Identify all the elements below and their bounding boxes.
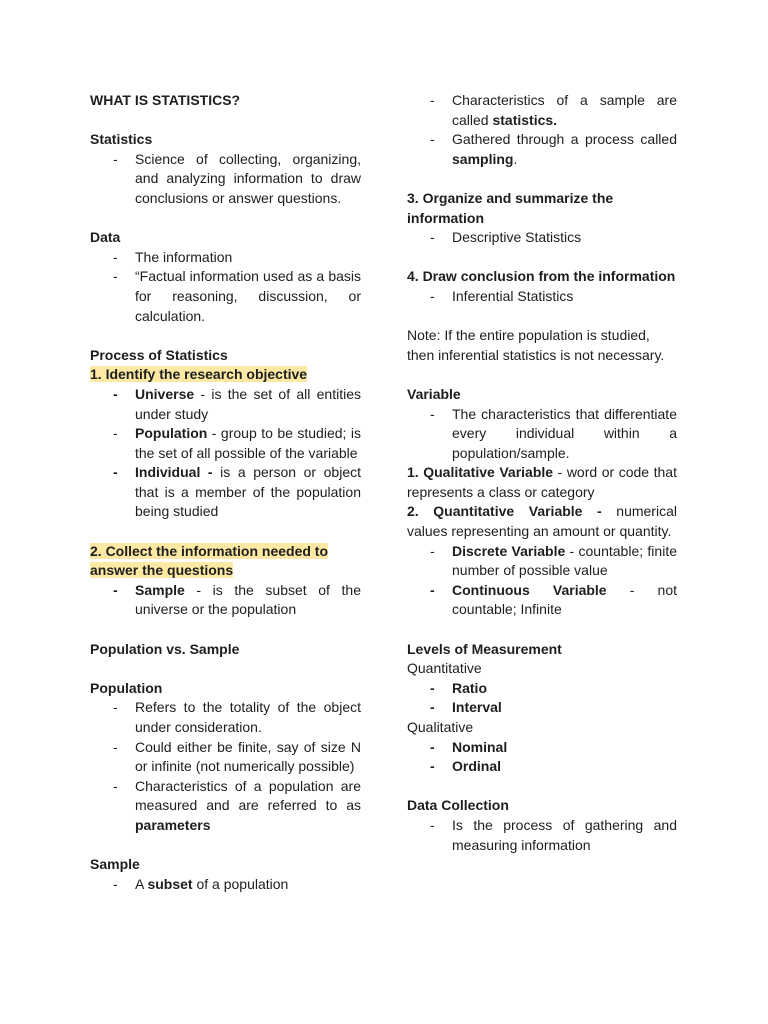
spacer [407, 169, 677, 189]
bullet-dash: - [113, 875, 118, 892]
data-collection-item [407, 816, 677, 855]
sample-item-text: Gathered through a process called [452, 131, 677, 148]
spacer [90, 522, 361, 542]
population-term: Population [135, 425, 208, 442]
spacer [407, 248, 677, 268]
universe-item [90, 385, 361, 424]
step3-item [407, 228, 677, 248]
statistics-heading: Statistics [90, 131, 153, 148]
step4-item-text: Inferential Statistics [452, 287, 574, 304]
individual-definition: is a person or object that is a member of the population being studied [135, 464, 362, 520]
bullet-dash: - [430, 92, 435, 108]
spacer [90, 659, 361, 679]
bullet-dash: - [113, 150, 118, 167]
data-collection-definition: Is the process of gathering and measuring information [452, 816, 677, 853]
bullet-dash: - [430, 816, 435, 833]
qualitative-variable-definition: - word or code that represents a class or category [407, 464, 677, 500]
spacer [407, 365, 677, 385]
step3-heading: 3. Organize and summarize the information [407, 189, 614, 226]
sample-definition: - is the subset of the universe or the population [135, 581, 361, 618]
population-list-item [90, 698, 361, 737]
spacer [90, 111, 361, 131]
step3-item-text: Descriptive Statistics [452, 229, 582, 246]
population-list-item [90, 777, 361, 836]
spacer [90, 836, 361, 856]
bullet-dash: - [430, 738, 435, 755]
levels-heading: Levels of Measurement [407, 640, 562, 657]
population-vs-sample-heading: Population vs. Sample [90, 640, 240, 657]
bullet-dash: - [113, 268, 118, 285]
sample-list-item [407, 130, 677, 169]
bullet-dash: - [113, 738, 118, 755]
step2-highlight: 2. Collect the information needed to answer the questions [90, 542, 329, 579]
bullet-dash: - [113, 425, 118, 442]
step1-highlight: 1. Identify the research objective [90, 366, 308, 383]
right-column [407, 91, 677, 855]
subset-term: subset [147, 875, 193, 892]
bullet-dash: - [430, 131, 435, 148]
bullet-dash: - [113, 464, 118, 481]
statistics-definition: Science of collecting, organizing, and analyzing information to draw conclusions or answer questions. [135, 150, 361, 206]
spacer [407, 620, 677, 640]
quantitative-variable-definition: numerical values representing an amount or quantity. [407, 503, 677, 540]
sample-heading: Sample [90, 856, 140, 873]
step4-item [407, 287, 677, 307]
bullet-dash: - [430, 287, 435, 304]
continuous-variable-item [407, 581, 677, 620]
variable-definition: The characteristics that differentiate every individual within a population/sample. [452, 405, 677, 461]
sampling-term: sampling [452, 150, 514, 167]
data-heading: Data [90, 229, 121, 246]
sample-item-text: A [135, 875, 148, 892]
data-item-text: The information [135, 248, 233, 265]
population-item [90, 424, 361, 463]
bullet-dash: - [113, 248, 118, 265]
sample-item-text: Characteristics of a sample are called [452, 92, 677, 128]
bullet-dash: - [113, 777, 118, 794]
statistics-term: statistics. [492, 111, 558, 128]
population-item-text: Refers to the totality of the object under consideration. [135, 699, 361, 735]
population-definition: - group to be studied; is the set of all possible of the variable [135, 425, 361, 461]
population-heading: Population [90, 679, 163, 696]
spacer [90, 209, 361, 229]
bullet-dash: - [430, 229, 435, 246]
step1-line [90, 365, 361, 385]
qualitative-label: Qualitative [407, 719, 474, 735]
parameters-term: parameters [135, 816, 211, 833]
data-item [90, 267, 361, 326]
sample-item [90, 581, 361, 620]
bullet-dash: - [430, 758, 435, 775]
data-item-text: “Factual information used as a basis for reasoning, discussion, or calculation. [135, 268, 361, 324]
quantitative-label: Quantitative [407, 660, 482, 677]
population-item-text: Could either be finite, say of size N or infinite (not numerically possible) [135, 738, 361, 775]
left-column [90, 91, 361, 894]
individual-item [90, 463, 361, 522]
statistics-definition-item [90, 150, 361, 209]
bullet-dash: - [113, 699, 118, 716]
qualitative-variable [407, 463, 677, 502]
interval-item [407, 698, 677, 718]
nominal-label: Nominal [452, 738, 508, 755]
sample-list-item [90, 875, 361, 895]
continuous-variable-term: Continuous Variable [452, 581, 607, 598]
ratio-item [407, 679, 677, 699]
universe-definition: - is the set of all entities under study [135, 385, 361, 422]
step2-line [90, 542, 361, 581]
page-title: WHAT IS STATISTICS? [90, 92, 241, 108]
sample-list-item [407, 91, 677, 130]
bullet-dash: - [430, 405, 435, 422]
variable-heading: Variable [407, 385, 461, 402]
bullet-dash: - [430, 679, 435, 696]
process-heading: Process of Statistics [90, 346, 228, 363]
discrete-variable-item [407, 542, 677, 581]
bullet-dash: - [430, 699, 435, 716]
bullet-dash: - [113, 385, 118, 402]
variable-definition-item [407, 405, 677, 464]
sample-term: Sample [135, 581, 185, 598]
ordinal-item [407, 757, 677, 777]
note: Note: If the entire population is studied, then inferential statistics is not necessary. [407, 327, 665, 363]
sample-item-text: of a population [192, 875, 289, 892]
spacer [90, 620, 361, 640]
ordinal-label: Ordinal [452, 758, 502, 775]
bullet-dash: - [113, 581, 118, 598]
bullet-dash: - [430, 542, 435, 559]
quantitative-variable [407, 502, 677, 541]
individual-term: Individual - [135, 464, 213, 481]
interval-label: Interval [452, 699, 502, 716]
universe-term: Universe [135, 385, 195, 402]
population-item-text: Characteristics of a population are measured and are referred to as [135, 777, 361, 814]
data-collection-heading: Data Collection [407, 797, 509, 814]
discrete-variable-definition: - countable; finite number of possible value [452, 542, 677, 579]
quantitative-variable-term: 2. Quantitative Variable - [407, 503, 602, 520]
spacer [407, 777, 677, 797]
spacer [407, 307, 677, 327]
discrete-variable-term: Discrete Variable [452, 542, 566, 559]
continuous-variable-definition: - not countable; Infinite [452, 581, 678, 618]
ratio-label: Ratio [452, 679, 487, 696]
sample-item-text: . [513, 150, 518, 167]
bullet-dash: - [430, 581, 435, 598]
qualitative-variable-term: 1. Qualitative Variable [407, 464, 554, 481]
step4-heading: 4. Draw conclusion from the information [407, 268, 676, 285]
population-list-item [90, 738, 361, 777]
nominal-item [407, 738, 677, 758]
spacer [90, 326, 361, 346]
data-item [90, 248, 361, 268]
